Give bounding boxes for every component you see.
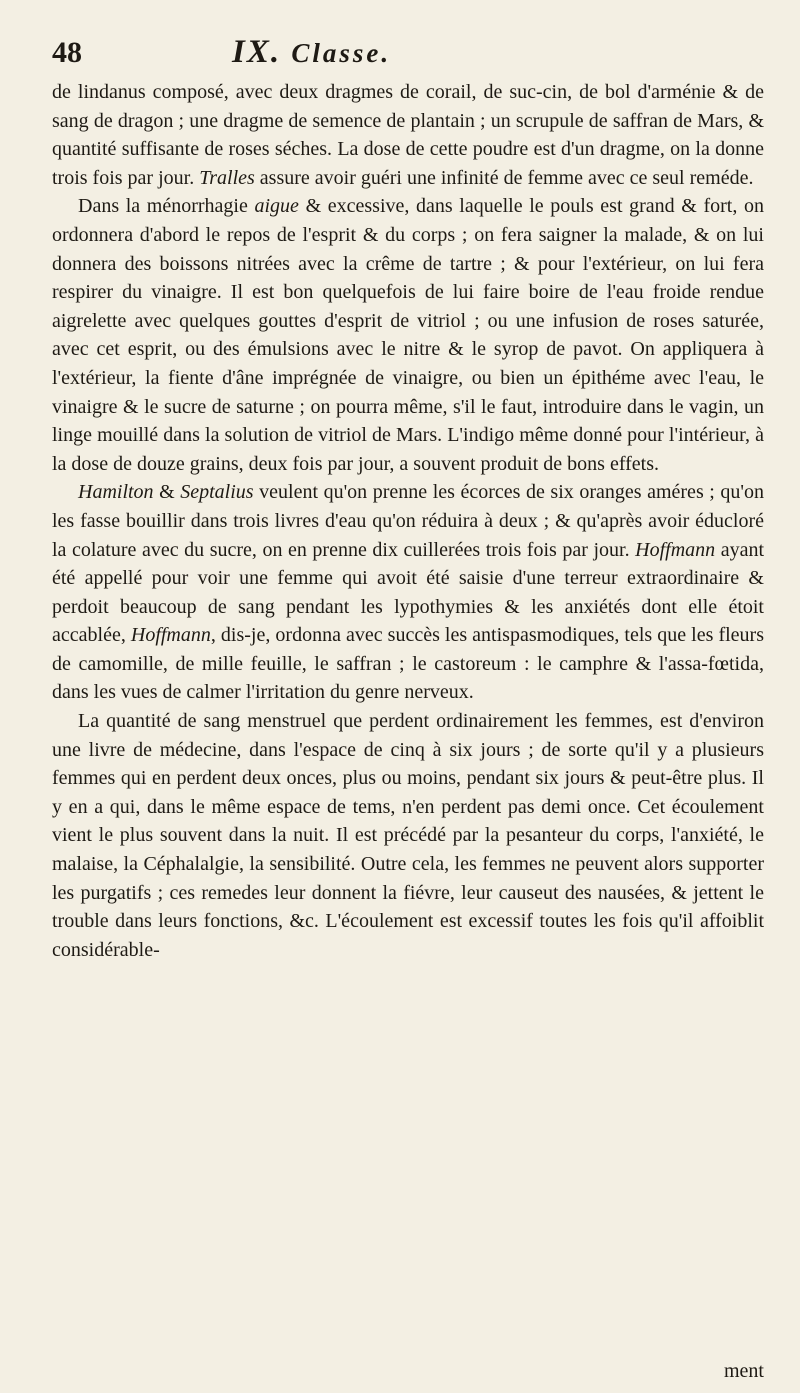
catchword: ment: [724, 1360, 764, 1382]
body-text: [52, 78, 764, 964]
italic-name: Hoffmann: [635, 538, 716, 561]
text-run: La quantité de sang menstruel que perdent ordinairement les femmes, est d'environ une livre de médecine, dans l'espace de cinq à six jours ; de sorte qu'il y a plusieurs femmes qui en perdent deux onces, plus ou moins, pendant six jours & peut-être plus. Il y en a qui, dans le même espace de tems, n'en perdent pas demi once. Cet écoulement vient le plus souvent dans la nuit. Il est précédé par la pesanteur du corps, l'anxiété, le malaise, la Céphalalgie, la sensibilité. Outre cela, les femmes ne peuvent alors supporter les purgatifs ; ces remedes leur donnent la fiévre, leur causeut des nausées, & jettent le trouble dans leurs fonctions, &c. L'écoulement est excessif toutes les fois qu'il affoiblit considérable-: [52, 710, 764, 961]
italic-name: aigue: [254, 195, 299, 218]
italic-name: Septalius: [180, 481, 254, 504]
running-title: [232, 34, 391, 71]
text-run: & excessive, dans laquelle le pouls est grand & fort, on ordonnera d'abord le repos de l'esprit & du corps ; on fera saigner la malade, & on lui donnera des boissons nitrées avec la crême de tartre ; & pour l'extérieur, on lui fera respirer du vinaigre. Il est bon quelquefois de lui faire boire de l'eau froide rendue aigrelette avec quelques gouttes d'esprit de vitriol ; ou une infusion de roses saturée, avec cet esprit, ou des émulsions avec le nitre & le syrop de pavot. On appliquera à l'extérieur, la fiente d'âne imprégnée de vinaigre, ou bien un épithéme avec l'eau, le vinaigre & le sucre de saturne ; on pourra même, s'il le faut, introduire dans le vagin, un linge mouillé dans la solution de vitriol de Mars. L'indigo même donné pour l'intérieur, à la dose de douze grains, deux fois par jour, a souvent produit de bons effets.: [52, 195, 764, 475]
text-run: assure avoir guéri une infinité de femme avec ce seul reméde.: [254, 166, 754, 189]
text-run: Dans la ménorrhagie: [78, 195, 255, 218]
running-title-word: Classe.: [291, 38, 392, 68]
paragraph: [52, 78, 764, 192]
paragraph: [52, 192, 764, 478]
italic-name: Tralles: [199, 166, 255, 189]
page-header: [52, 30, 740, 80]
text-run: ayant été appellé pour voir une femme qui avoit été saisie d'une terreur extraordinaire & perdoit beaucoup de sang pendant les lypothymies & les anxiétés dont elle étoit accablée,: [52, 538, 765, 647]
text-run: , dis-je, ordonna avec succès les antispasmodiques, tels que les fleurs de camomille, de mille feuille, le saffran ; le castoreum : le camphre & l'assa-fœtida, dans les vues de calmer l'irritation du genre nerveux.: [52, 624, 764, 704]
text-run: &: [153, 481, 181, 504]
page-number: 48: [52, 36, 82, 69]
italic-name: Hoffmann: [130, 624, 211, 647]
italic-name: Hamilton: [78, 481, 154, 504]
paragraph: [52, 707, 764, 964]
text-run: veulent qu'on prenne les écorces de six oranges améres ; qu'on les fasse bouillir dans trois livres d'eau qu'on réduira à deux ; & qu'après avoir éducloré la colature avec du sucre, on en prenne dix cuillerées trois fois par jour.: [52, 481, 764, 561]
text-run: de lindanus composé, avec deux dragmes de corail, de suc-cin, de bol d'arménie & de sang de dragon ; une dragme de semence de plantain ; un scrupule de saffran de Mars, & quantité suffisante de roses séches. La dose de cette poudre est d'un dragme, on la donne trois fois par jour.: [52, 81, 764, 189]
running-title-numeral: IX.: [232, 34, 282, 70]
paragraph: [52, 478, 764, 707]
